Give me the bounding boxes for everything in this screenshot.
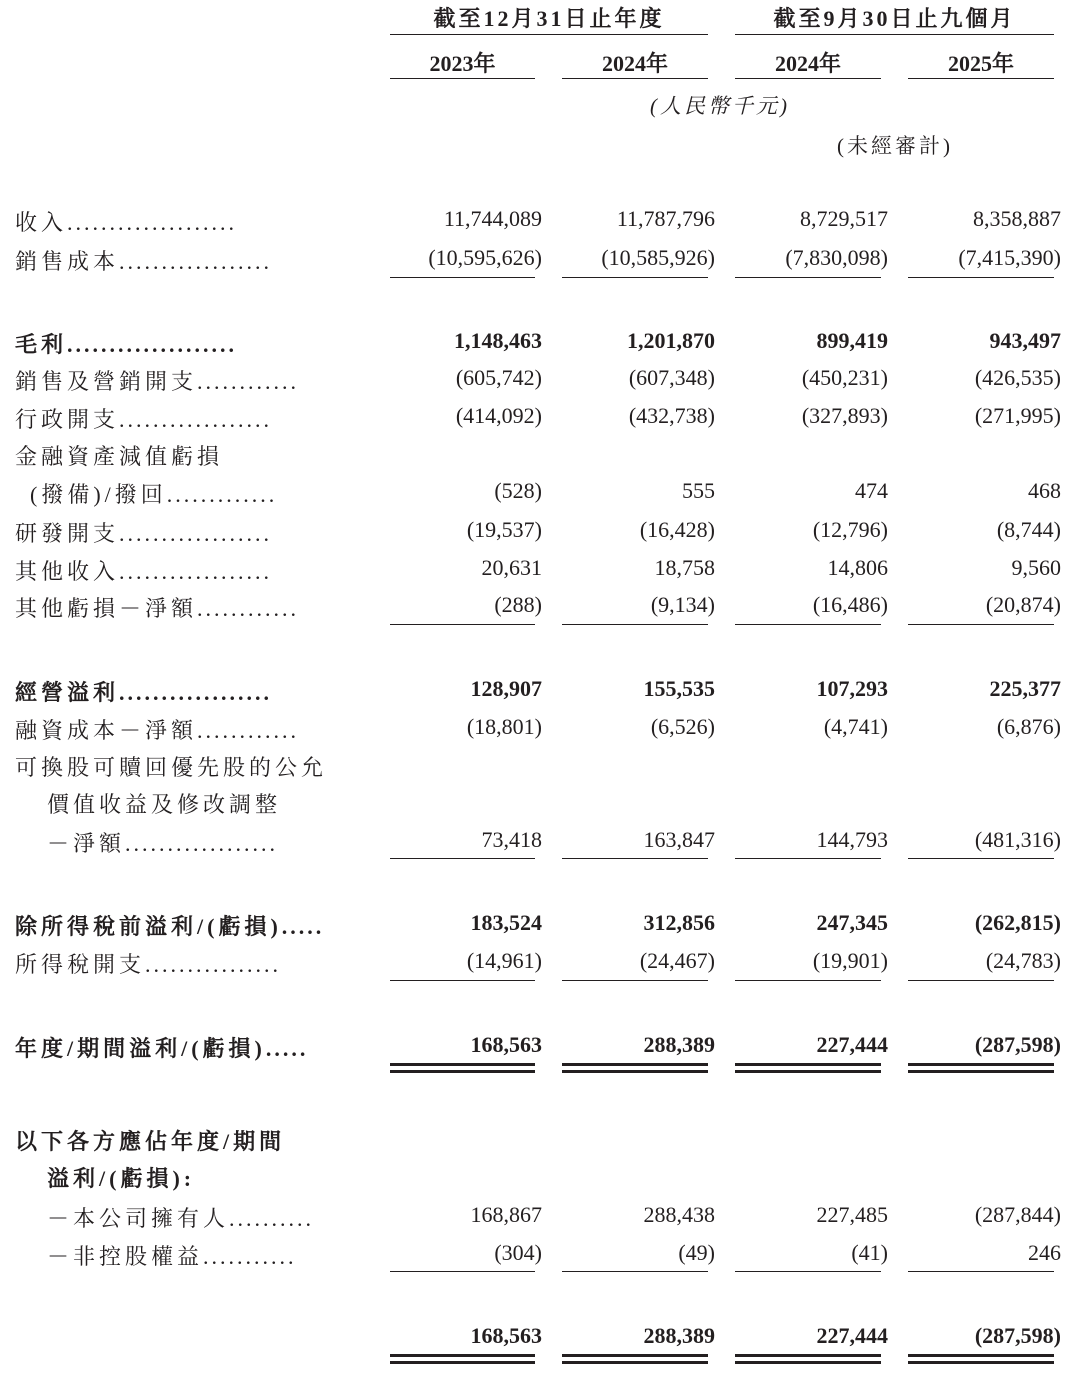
cell-value: (327,893) (801, 403, 888, 428)
total-double-rule (390, 1063, 535, 1073)
cell-value: 14,806 (827, 555, 888, 580)
subtotal-rule (735, 980, 881, 981)
table-row (0, 910, 1080, 944)
col-2024-annual: 2024年 (601, 51, 668, 76)
total-double-rule (735, 1354, 881, 1364)
cell-value: (287,598) (974, 1323, 1061, 1348)
cell-value: (450,231) (801, 365, 888, 390)
subtotal-rule (735, 858, 881, 859)
leader-dots: .......... (229, 1206, 315, 1231)
total-double-rule (735, 1063, 881, 1073)
cell-value: (18,801) (466, 714, 542, 739)
subtotal-rule (908, 858, 1054, 859)
cell-value: 18,758 (654, 555, 715, 580)
row-label-text: 以下各方應佔年度/期間 (15, 1129, 286, 1154)
row-label-text: －淨額 (47, 831, 126, 856)
subtotal-rule (562, 277, 708, 278)
header-rule (390, 34, 708, 35)
row-label (15, 245, 272, 276)
table-row (0, 478, 1080, 512)
cell-value: (24,467) (639, 948, 715, 973)
row-label (15, 403, 272, 434)
subtotal-rule (908, 1271, 1054, 1272)
cell-value: (14,961) (466, 948, 542, 973)
cell-value: (432,738) (628, 403, 715, 428)
header-rule (390, 78, 535, 79)
table-row (0, 751, 1080, 785)
cell-value: (4,741) (823, 714, 888, 739)
table-row (0, 1323, 1080, 1357)
cell-value: (481,316) (974, 827, 1061, 852)
cell-value: (528) (494, 478, 542, 503)
row-label-text: 銷售及營銷開支 (15, 369, 198, 394)
total-double-rule (908, 1063, 1054, 1073)
header-rule (908, 78, 1054, 79)
cell-value: 227,444 (816, 1323, 888, 1348)
table-row (0, 440, 1080, 474)
row-label (15, 555, 272, 586)
total-double-rule (562, 1063, 708, 1073)
row-label (15, 751, 327, 782)
table-row (0, 206, 1080, 240)
leader-dots: .................. (119, 680, 273, 705)
cell-value: 288,389 (643, 1323, 715, 1348)
leader-dots: ..... (281, 914, 325, 939)
row-label (15, 910, 324, 941)
row-label (15, 365, 299, 396)
subtotal-rule (562, 1271, 708, 1272)
leader-dots: .................... (67, 210, 238, 235)
cell-value: (10,595,626) (428, 245, 542, 270)
table-row (0, 403, 1080, 437)
row-label (30, 478, 277, 509)
cell-value: (41) (851, 1240, 888, 1265)
row-label (15, 1032, 308, 1063)
table-row (0, 948, 1080, 982)
cell-value: 288,438 (643, 1202, 715, 1227)
row-label (47, 788, 281, 819)
col-2025-nine: 2025年 (947, 51, 1014, 76)
subtotal-rule (390, 624, 535, 625)
cell-value: 73,418 (481, 827, 542, 852)
table-row (0, 1202, 1080, 1236)
cell-value: (287,844) (974, 1202, 1061, 1227)
cell-value: 11,744,089 (443, 206, 542, 231)
header-nine-months: 截至9月30日止九個月 (773, 6, 1016, 31)
total-double-rule (908, 1354, 1054, 1364)
leader-dots: ............. (166, 482, 278, 507)
cell-value: 288,389 (643, 1032, 715, 1057)
row-label-text: 所得稅開支 (15, 952, 146, 977)
row-label (47, 1240, 297, 1271)
cell-value: 474 (855, 478, 888, 503)
subtotal-rule (562, 980, 708, 981)
cell-value: 943,497 (989, 328, 1061, 353)
row-label-text: 行政開支 (15, 407, 120, 432)
row-label (15, 517, 272, 548)
col-2023: 2023年 (429, 51, 496, 76)
cell-value: 1,148,463 (454, 328, 542, 353)
row-label (15, 1125, 285, 1156)
row-label-text: 價值收益及修改調整 (47, 792, 282, 817)
cell-value: 899,419 (816, 328, 888, 353)
table-row (0, 1162, 1080, 1196)
row-label-text: 經營溢利 (15, 680, 120, 705)
row-label-text: 溢利/(虧損): (47, 1166, 196, 1191)
row-label (15, 206, 237, 237)
row-label (15, 328, 237, 359)
row-label-text: 毛利 (15, 332, 68, 357)
cell-value: 247,345 (816, 910, 888, 935)
row-label-text: 收入 (15, 210, 68, 235)
subtotal-rule (908, 980, 1054, 981)
cell-value: 155,535 (643, 676, 715, 701)
leader-dots: ..... (265, 1036, 309, 1061)
row-label-text: 金融資產減值虧損 (15, 444, 224, 469)
cell-value: (10,585,926) (601, 245, 715, 270)
cell-value: (271,995) (974, 403, 1061, 428)
cell-value: 163,847 (643, 827, 715, 852)
table-row (0, 328, 1080, 362)
row-label (15, 592, 299, 623)
total-double-rule (390, 1354, 535, 1364)
row-label-text: －本公司擁有人 (47, 1206, 230, 1231)
cell-value: 9,560 (1011, 555, 1061, 580)
row-label-text: 其他虧損－淨額 (15, 596, 198, 621)
subtotal-rule (735, 1271, 881, 1272)
row-label (47, 827, 278, 858)
subtotal-rule (908, 277, 1054, 278)
row-label-text: 研發開支 (15, 521, 120, 546)
table-row (0, 788, 1080, 822)
row-label (47, 1202, 314, 1233)
subtotal-rule (390, 980, 535, 981)
cell-value: 8,358,887 (973, 206, 1061, 231)
row-label-text: －非控股權益 (47, 1244, 204, 1269)
leader-dots: .................. (125, 831, 279, 856)
table-row (0, 365, 1080, 399)
cell-value: 227,444 (816, 1032, 888, 1057)
cell-value: 107,293 (816, 676, 888, 701)
cell-value: 227,485 (816, 1202, 888, 1227)
cell-value: (426,535) (974, 365, 1061, 390)
table-row (0, 555, 1080, 589)
leader-dots: .................. (119, 407, 273, 432)
cell-value: (288) (494, 592, 542, 617)
total-double-rule (562, 1354, 708, 1364)
cell-value: 8,729,517 (800, 206, 888, 231)
cell-value: 168,563 (470, 1032, 542, 1057)
leader-dots: .................. (119, 521, 273, 546)
cell-value: 246 (1028, 1240, 1061, 1265)
cell-value: 225,377 (989, 676, 1061, 701)
row-label-text: 除所得稅前溢利/(虧損) (15, 914, 282, 939)
row-label-text: 年度/期間溢利/(虧損) (15, 1036, 266, 1061)
cell-value: 144,793 (816, 827, 888, 852)
cell-value: (19,901) (812, 948, 888, 973)
cell-value: (49) (678, 1240, 715, 1265)
cell-value: 1,201,870 (627, 328, 715, 353)
unaudited-note: (未經審計) (837, 134, 953, 158)
subtotal-rule (735, 277, 881, 278)
cell-value: (8,744) (996, 517, 1061, 542)
cell-value: (605,742) (455, 365, 542, 390)
cell-value: (16,486) (812, 592, 888, 617)
row-label (15, 714, 299, 745)
cell-value: 468 (1028, 478, 1061, 503)
row-label-text: 銷售成本 (15, 249, 120, 274)
leader-dots: ................ (145, 952, 282, 977)
table-row (0, 517, 1080, 551)
leader-dots: ............ (197, 596, 300, 621)
table-row (0, 245, 1080, 279)
cell-value: 11,787,796 (616, 206, 715, 231)
cell-value: 168,867 (470, 1202, 542, 1227)
subtotal-rule (390, 858, 535, 859)
cell-value: (6,526) (650, 714, 715, 739)
cell-value: (287,598) (974, 1032, 1061, 1057)
cell-value: 20,631 (481, 555, 542, 580)
cell-value: 168,563 (470, 1323, 542, 1348)
header-rule (562, 78, 708, 79)
leader-dots: .................... (67, 332, 238, 357)
cell-value: (6,876) (996, 714, 1061, 739)
cell-value: (414,092) (455, 403, 542, 428)
subtotal-rule (390, 1271, 535, 1272)
row-label-text: 其他收入 (15, 559, 120, 584)
cell-value: 555 (682, 478, 715, 503)
leader-dots: ............ (197, 718, 300, 743)
cell-value: (16,428) (639, 517, 715, 542)
cell-value: (7,830,098) (785, 245, 888, 270)
leader-dots: .................. (119, 559, 273, 584)
table-row (0, 714, 1080, 748)
header-rule (735, 34, 1054, 35)
leader-dots: .................. (119, 249, 273, 274)
cell-value: (9,134) (650, 592, 715, 617)
table-row (0, 676, 1080, 710)
leader-dots: ............ (197, 369, 300, 394)
leader-dots: ........... (203, 1244, 297, 1269)
row-label (15, 440, 223, 471)
subtotal-rule (908, 624, 1054, 625)
subtotal-rule (562, 624, 708, 625)
row-label-text: 融資成本－淨額 (15, 718, 198, 743)
table-row (0, 827, 1080, 861)
cell-value: (7,415,390) (958, 245, 1061, 270)
subtotal-rule (390, 277, 535, 278)
cell-value: 312,856 (643, 910, 715, 935)
table-row (0, 1240, 1080, 1274)
table-row (0, 1032, 1080, 1066)
cell-value: (24,783) (985, 948, 1061, 973)
row-label (15, 948, 281, 979)
cell-value: (12,796) (812, 517, 888, 542)
subtotal-rule (735, 624, 881, 625)
cell-value: (19,537) (466, 517, 542, 542)
subtotal-rule (562, 858, 708, 859)
cell-value: 128,907 (470, 676, 542, 701)
table-row (0, 1125, 1080, 1159)
currency-note: (人民幣千元) (650, 94, 790, 118)
table-row (0, 592, 1080, 626)
header-annual: 截至12月31日止年度 (433, 6, 665, 31)
cell-value: (304) (494, 1240, 542, 1265)
cell-value: (607,348) (628, 365, 715, 390)
row-label-text: 可換股可贖回優先股的公允 (15, 755, 328, 780)
cell-value: (20,874) (985, 592, 1061, 617)
col-2024-nine: 2024年 (774, 51, 841, 76)
header-rule (735, 78, 881, 79)
cell-value: 183,524 (470, 910, 542, 935)
cell-value: (262,815) (974, 910, 1061, 935)
row-label-text: (撥備)/撥回 (30, 482, 167, 507)
row-label (15, 676, 272, 707)
row-label (47, 1162, 195, 1193)
